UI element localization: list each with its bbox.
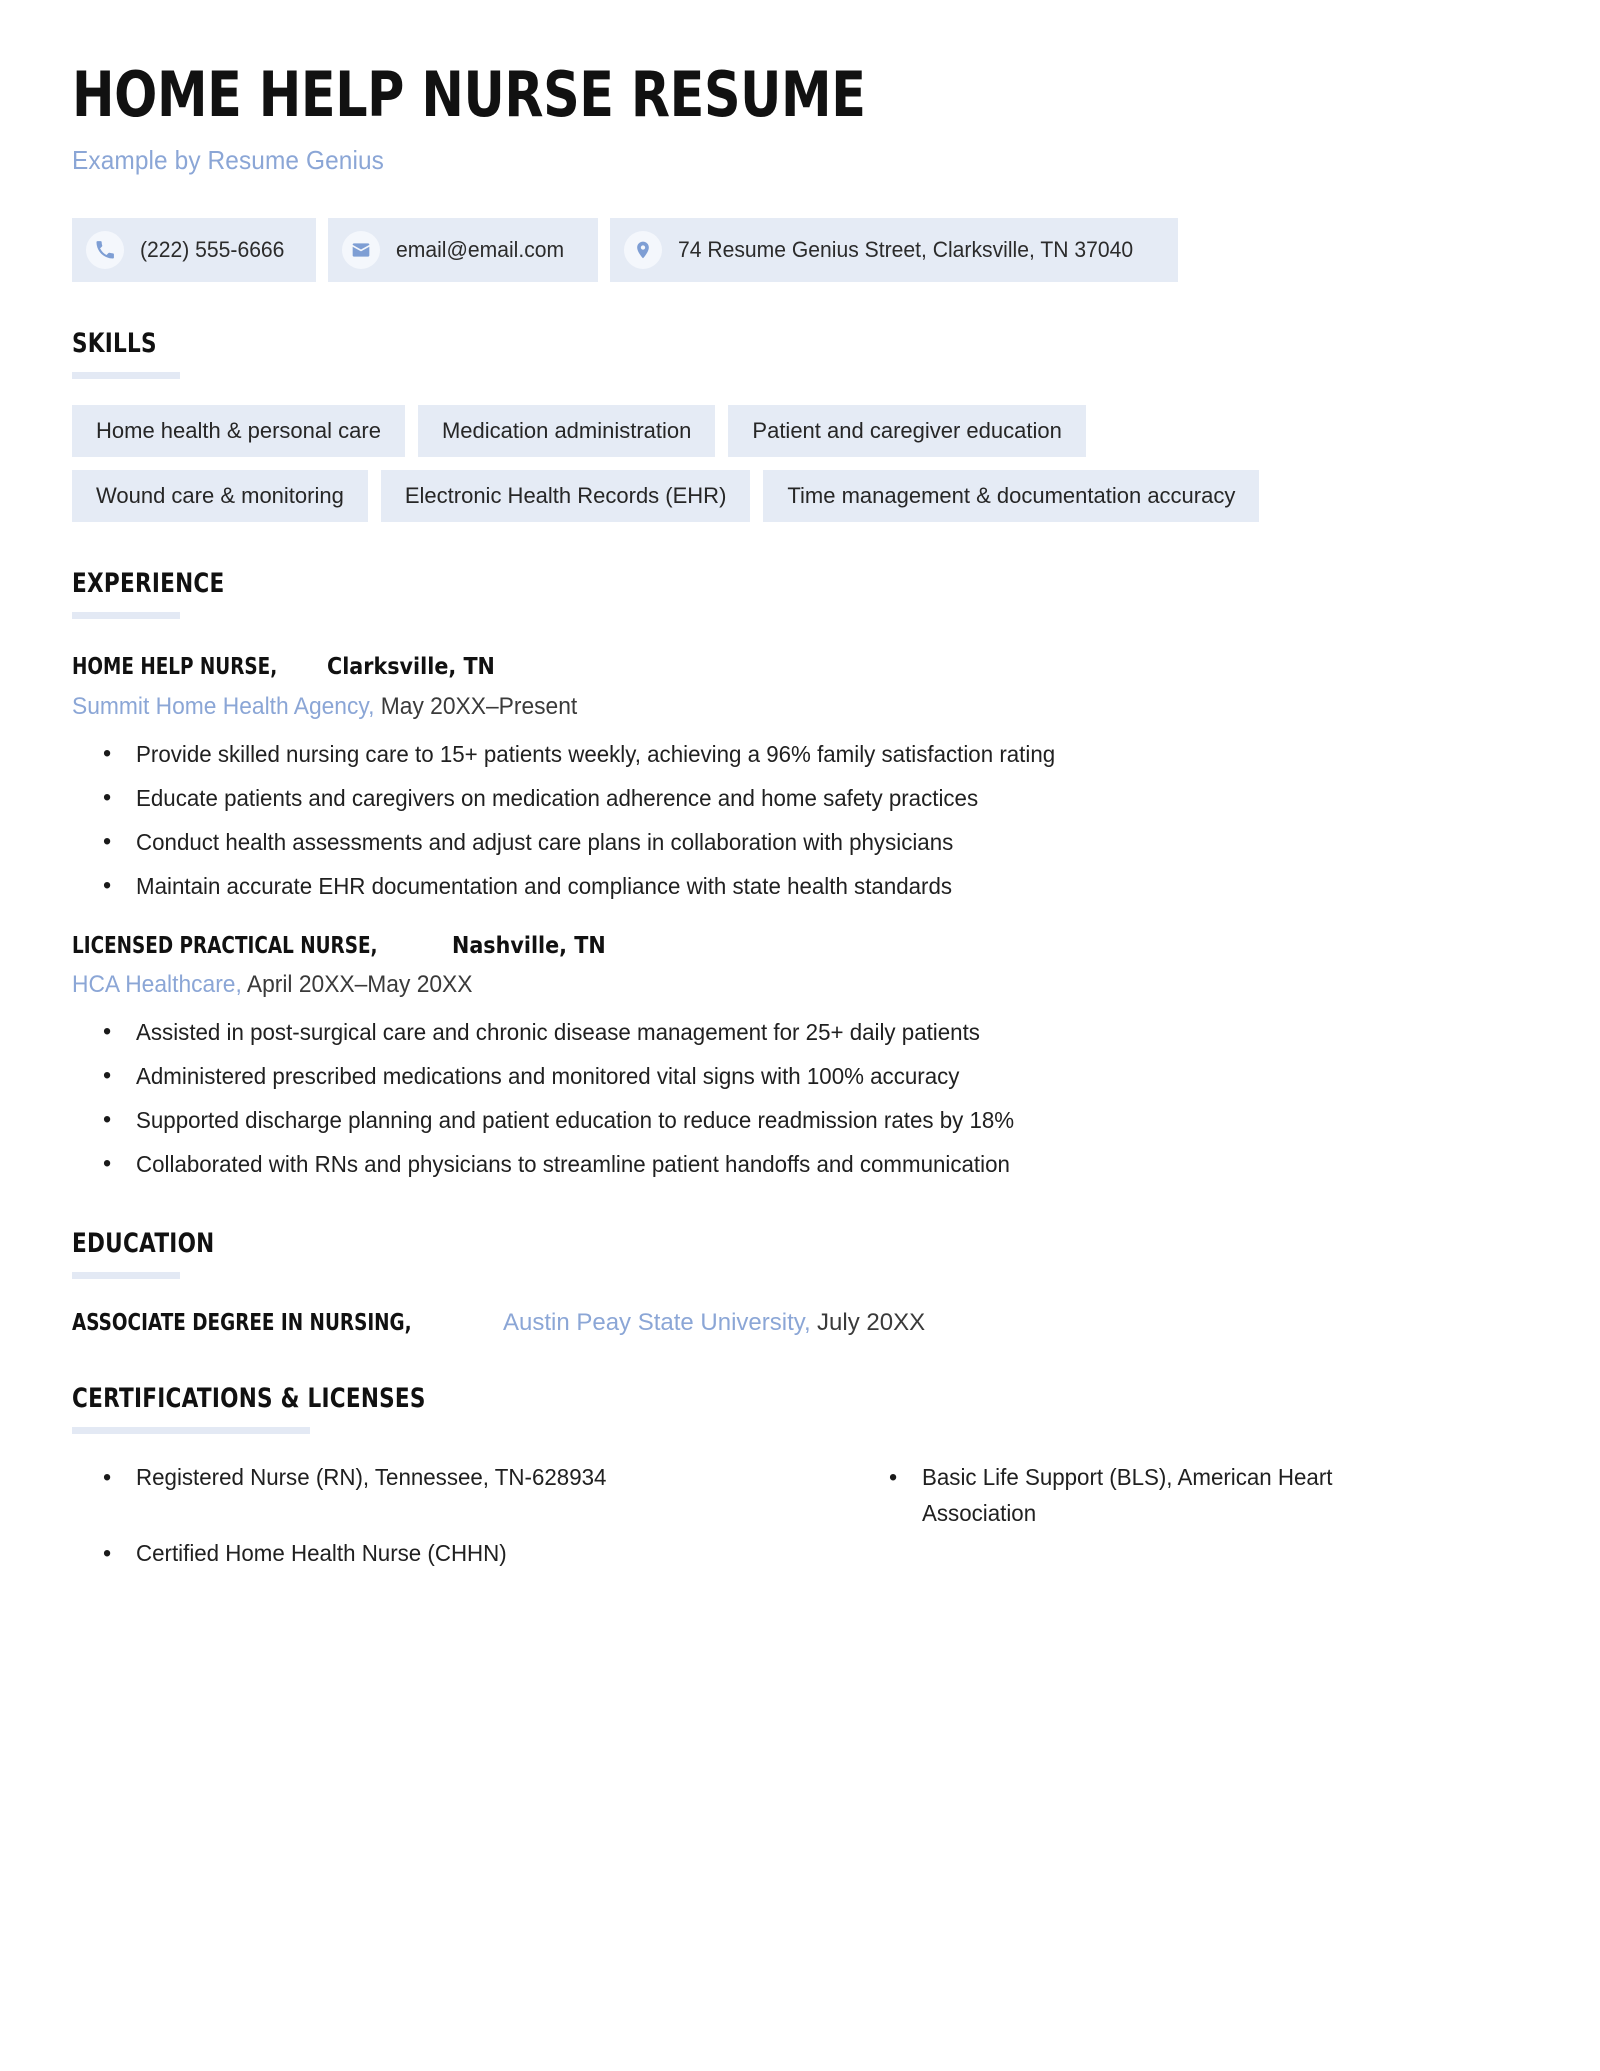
certifications-columns [72, 1460, 1528, 1611]
job-dates: April 20XX–May 20XX [246, 971, 473, 999]
resume-header [72, 58, 1528, 176]
certifications-column-right [800, 1460, 1528, 1611]
section-divider [72, 1272, 180, 1279]
education-entry [72, 1309, 1528, 1337]
section-divider [72, 1427, 310, 1434]
job-role: HOME HELP NURSE, [72, 654, 278, 681]
education-heading: EDUCATION [72, 1227, 215, 1259]
certifications-heading: CERTIFICATIONS & LICENSES [72, 1382, 426, 1414]
skill-pill: Time management & documentation accuracy [763, 470, 1259, 522]
education-school: Austin Peay State University, [502, 1308, 811, 1336]
skill-pill: Patient and caregiver education [728, 405, 1085, 457]
job-title-line [72, 653, 1528, 682]
skills-row [72, 405, 1528, 457]
location-icon [624, 231, 662, 269]
job-bullet: • Collaborated with RNs and physicians to streamline patient handoffs and communication [72, 1147, 1484, 1182]
resume-subtitle: Example by Resume Genius [72, 145, 384, 176]
list-item: • Certified Home Health Nurse (CHHN) [72, 1536, 778, 1572]
education-section [72, 1228, 1528, 1337]
job-bullet: • Provide skilled nursing care to 15+ patients weekly, achieving a 96% family satisfaction rating [72, 737, 1484, 772]
job-bullet: • Administered prescribed medications and monitored vital signs with 100% accuracy [72, 1059, 1484, 1094]
skill-pill: Home health & personal care [72, 405, 405, 457]
job-meta-line [72, 971, 1455, 999]
education-degree: ASSOCIATE DEGREE IN NURSING, [72, 1309, 412, 1336]
job-title-line [72, 932, 1528, 961]
experience-entry [72, 653, 1528, 903]
job-bullet: • Assisted in post-surgical care and chronic disease management for 25+ daily patients [72, 1015, 1484, 1050]
job-dates: May 20XX–Present [380, 692, 578, 720]
street-address: 74 Resume Genius Street, Clarksville, TN 37040 [677, 237, 1133, 263]
job-bullet: • Educate patients and caregivers on medication adherence and home safety practices [72, 781, 1484, 816]
education-date: July 20XX [817, 1308, 926, 1336]
experience-entry [72, 932, 1528, 1182]
skill-pill: Wound care & monitoring [72, 470, 368, 522]
experience-heading: EXPERIENCE [72, 568, 225, 600]
skills-list [72, 405, 1528, 522]
list-item: • Basic Life Support (BLS), American Heart Association [858, 1460, 1343, 1531]
contact-item-phone[interactable] [72, 218, 316, 282]
email-address: email@email.com [396, 237, 565, 263]
job-location: Clarksville, TN [326, 654, 495, 681]
job-bullets [72, 1015, 1528, 1182]
phone-icon [86, 231, 124, 269]
certifications-column-left [72, 1460, 800, 1611]
job-bullets [72, 737, 1528, 904]
job-location: Nashville, TN [451, 932, 606, 959]
certification-list [858, 1460, 1528, 1531]
section-divider [72, 612, 180, 619]
phone-number: (222) 555-6666 [140, 237, 285, 263]
skills-row [72, 470, 1528, 522]
job-company: Summit Home Health Agency, [72, 692, 375, 720]
contact-item-address[interactable] [610, 218, 1178, 282]
list-item: • Registered Nurse (RN), Tennessee, TN-628934 [72, 1460, 778, 1496]
email-icon [342, 231, 380, 269]
skills-section [72, 328, 1528, 522]
page-title: HOME HELP NURSE RESUME [72, 58, 866, 131]
job-bullet: • Maintain accurate EHR documentation and compliance with state health standards [72, 869, 1484, 904]
experience-section [72, 568, 1528, 1182]
job-bullet: • Supported discharge planning and patient education to reduce readmission rates by 18% [72, 1103, 1484, 1138]
certification-list [72, 1460, 800, 1571]
contact-item-email[interactable] [328, 218, 597, 282]
skill-pill: Electronic Health Records (EHR) [381, 470, 751, 522]
job-meta-line [72, 693, 1455, 721]
job-company: HCA Healthcare, [72, 971, 242, 999]
job-bullet: • Conduct health assessments and adjust care plans in collaboration with physicians [72, 825, 1484, 860]
job-role: LICENSED PRACTICAL NURSE, [72, 932, 378, 959]
skill-pill: Medication administration [418, 405, 715, 457]
skills-heading: SKILLS [72, 328, 157, 360]
section-divider [72, 372, 180, 379]
contact-bar [72, 218, 1528, 282]
certifications-section [72, 1383, 1528, 1611]
